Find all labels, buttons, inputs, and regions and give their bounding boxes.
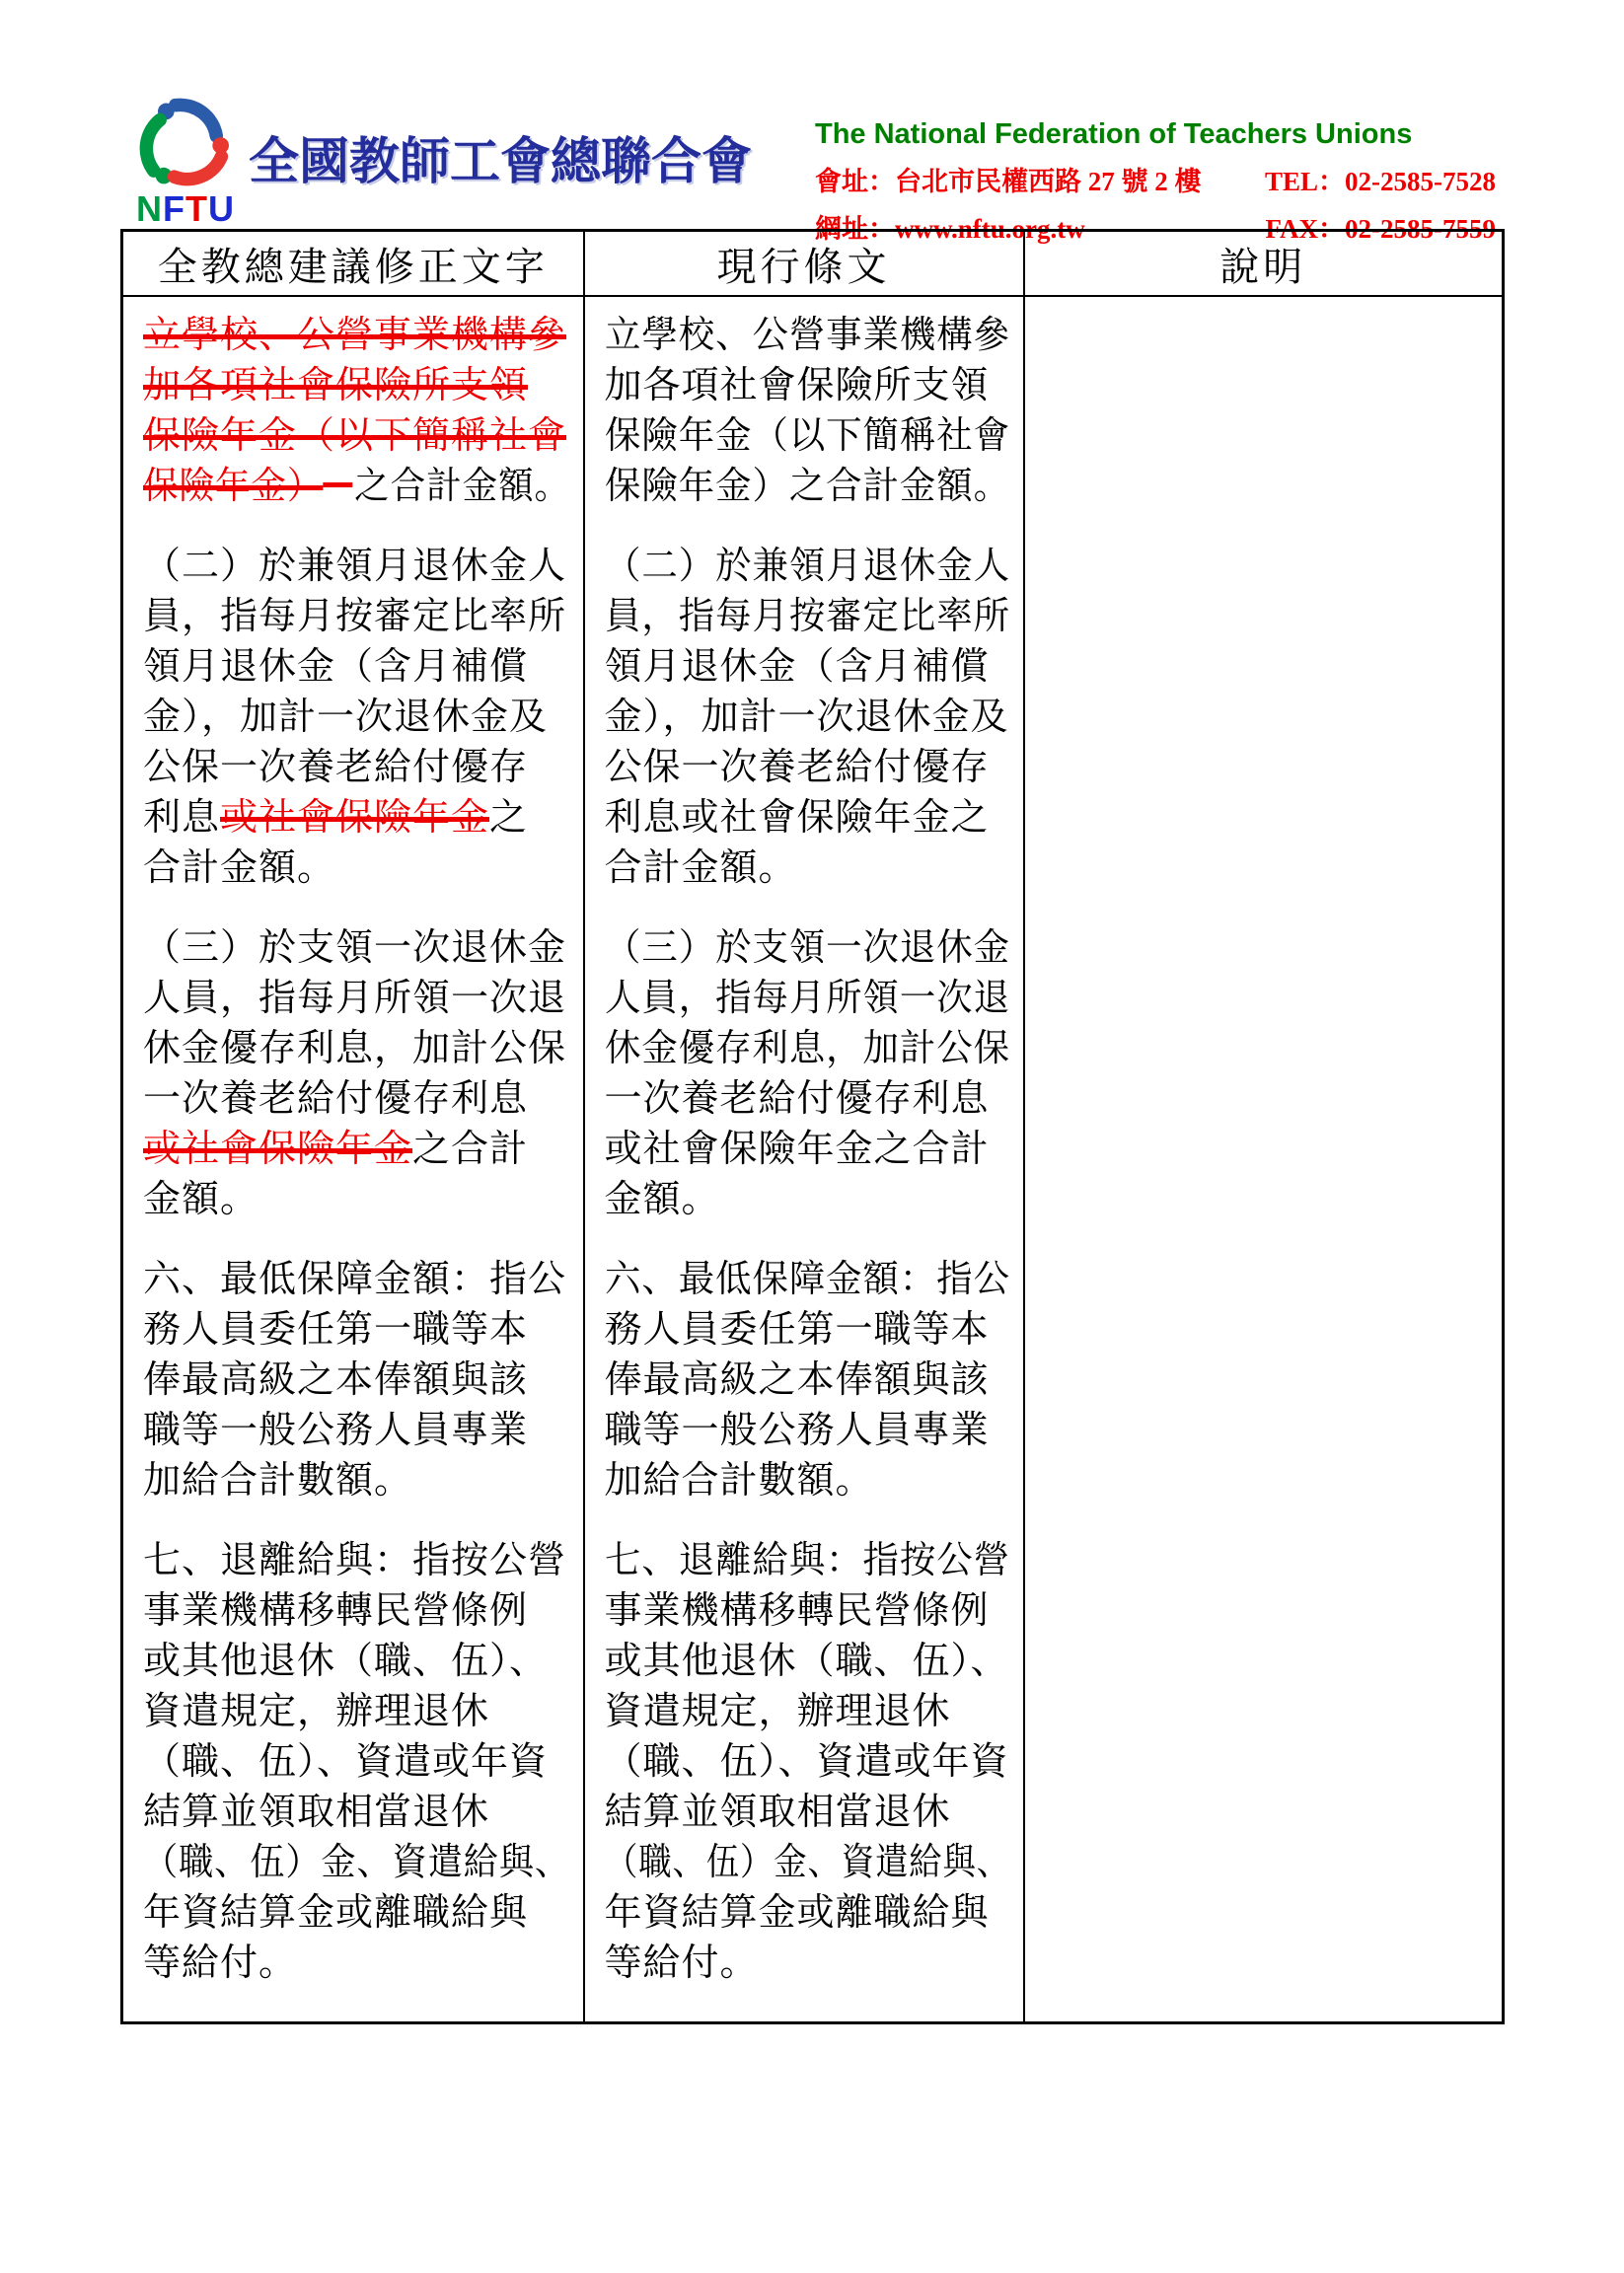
text-line: [605, 793, 1010, 843]
text-run: （職、伍）、資遣或年資: [143, 1741, 549, 1783]
text-run: 務人員委任第一職等本: [604, 1309, 990, 1351]
text-line: [143, 1024, 570, 1074]
text-line: [604, 592, 1010, 642]
text-run: 結算並領取相當退休: [143, 1792, 490, 1833]
current-provision-cell: [584, 296, 1024, 2023]
nftu-acronym: [136, 188, 245, 229]
text-line: [605, 361, 1010, 411]
text-line: [143, 1125, 570, 1175]
text-run: 金額。: [604, 1179, 720, 1220]
paragraph: [605, 923, 1010, 1225]
text-run: 資遣規定，辦理退休: [143, 1691, 490, 1732]
paragraph: [143, 311, 570, 512]
text-line: [605, 843, 1010, 894]
text-run: 一次養老給付優存利息: [143, 1078, 529, 1120]
text-line: [604, 1024, 1010, 1074]
text-line: [605, 1406, 1010, 1456]
text-run: 事業機構移轉民營條例: [604, 1590, 990, 1632]
text-line: [143, 1356, 570, 1406]
nftu-logo-mark-icon: [131, 89, 236, 191]
text-run: （二）於兼領月退休金人: [604, 546, 1010, 587]
text-line: [143, 1406, 570, 1456]
text-line: [143, 462, 571, 512]
text-run: 資遣規定，辦理退休: [604, 1691, 951, 1732]
column-header-explanation: 說明: [1024, 231, 1504, 297]
text-run: 金），加計一次退休金及: [604, 697, 1009, 738]
text-line: [143, 1305, 570, 1356]
fax-text: FAX：02-2585-7559: [1265, 214, 1496, 244]
text-run: 之: [489, 797, 529, 839]
text-line: [604, 974, 1010, 1024]
deleted-text-run: 保險年金）: [143, 466, 324, 507]
text-run: 保險年金）之合計金額。: [604, 466, 1010, 507]
text-line: [143, 1456, 570, 1506]
text-line: [143, 1637, 570, 1687]
text-run: 人員，指每月所領一次退: [143, 978, 567, 1019]
text-line: [143, 1074, 570, 1125]
org-name-en: The National Federation of Teachers Unions: [815, 118, 1413, 150]
text-run: （職、伍）、資遣或年資: [604, 1741, 1009, 1783]
text-run: 職等一般公務人員專業: [143, 1410, 529, 1451]
text-line: [143, 411, 570, 462]
text-run: 公保一次養老給付優存: [604, 747, 990, 788]
text-run: 領月退休金（含月補償: [604, 646, 990, 688]
text-line: [605, 642, 1010, 693]
deleted-text-run: 立學校、公營事業機構參: [143, 315, 567, 356]
text-line: [605, 1305, 1010, 1356]
text-run: 七、退離給與：指按公營: [604, 1540, 1010, 1581]
text-line: [143, 361, 570, 411]
org-name-zh: 全國教師工會總聯合會: [249, 135, 753, 190]
text-line: [143, 974, 570, 1024]
text-line: [143, 642, 570, 693]
text-run: 或社會保險年金之合計: [604, 1129, 990, 1170]
text-line: [605, 1125, 1010, 1175]
text-line: [605, 1356, 1010, 1406]
text-run: 之合計金額。: [354, 466, 571, 507]
deleted-text-run: 或社會保險年金: [220, 797, 490, 839]
text-line: [143, 1175, 570, 1225]
tel-text: TEL：02-2585-7528: [1264, 167, 1496, 196]
text-line: [143, 743, 570, 793]
table-body-row: [122, 296, 1504, 2023]
text-line: [604, 542, 1010, 592]
text-run: 金額。: [143, 1179, 259, 1220]
paragraph: [605, 1255, 1010, 1506]
text-line: [604, 411, 1010, 462]
text-run: 或其他退休（職、伍）、: [604, 1641, 1009, 1682]
text-line: [605, 1737, 1010, 1788]
header-contact-block: [815, 118, 1496, 246]
paragraph: [605, 311, 1010, 512]
text-run: 人員，指每月所領一次退: [604, 978, 1010, 1019]
acronym-letter: F: [163, 188, 185, 229]
text-run: 俸最高級之本俸額與該: [604, 1359, 990, 1401]
text-run: 之合計: [412, 1129, 529, 1170]
acronym-letter: N: [136, 188, 163, 229]
text-line: [143, 311, 570, 361]
text-line: [604, 311, 1010, 361]
paragraph: [143, 1255, 570, 1506]
column-header-proposed-text: 全教總建議修正文字: [122, 231, 584, 297]
text-line: [605, 1788, 1010, 1838]
text-line: [143, 1939, 570, 1989]
deleted-text-run: 加各項社會保險所支領: [143, 365, 529, 406]
text-run: 事業機構移轉民營條例: [143, 1590, 529, 1632]
text-line: [605, 1687, 1010, 1737]
strikethrough-extension: [323, 482, 352, 487]
text-run: （三）於支領一次退休金: [604, 927, 1010, 969]
text-run: 利息: [143, 797, 221, 839]
text-line: [604, 1838, 1010, 1888]
text-line: [143, 1586, 570, 1637]
deleted-text-run: 保險年金（以下簡稱社會: [143, 415, 567, 457]
text-line: [605, 1888, 1010, 1939]
explanation-cell: [1024, 296, 1504, 2023]
acronym-letter: U: [208, 188, 235, 229]
text-line: [143, 843, 570, 894]
text-run: 等給付。: [143, 1943, 298, 1984]
text-line: [143, 592, 570, 642]
text-line: [143, 1788, 570, 1838]
address-text: 會址：台北市民權西路 27 號 2 樓: [815, 167, 1202, 196]
text-run: （職、伍）金、資遣給與、: [143, 1842, 571, 1883]
text-run: 結算並領取相當退休: [604, 1792, 951, 1833]
text-line: [604, 1255, 1010, 1305]
text-line: [143, 1737, 570, 1788]
text-run: 公保一次養老給付優存: [143, 747, 529, 788]
comparison-table: [120, 229, 1505, 2024]
acronym-letter: T: [185, 188, 208, 229]
paragraph: [143, 1536, 570, 1989]
text-line: [604, 923, 1010, 974]
text-run: 休金優存利息，加計公保: [143, 1028, 567, 1069]
text-run: 休金優存利息，加計公保: [604, 1028, 1010, 1069]
text-run: 一次養老給付優存利息: [604, 1078, 990, 1120]
text-line: [143, 1888, 570, 1939]
text-line: [143, 793, 570, 843]
text-line: [605, 1074, 1010, 1125]
text-run: 年資結算金或離職給與: [143, 1892, 529, 1934]
text-run: 七、退離給與：指按公營: [143, 1540, 567, 1581]
paragraph: [143, 923, 570, 1225]
text-line: [143, 1536, 570, 1586]
text-run: 立學校、公營事業機構參: [604, 315, 1010, 356]
text-line: [143, 1255, 570, 1305]
text-run: 保險年金（以下簡稱社會: [604, 415, 1010, 457]
text-run: 員，指每月按審定比率所: [604, 596, 1010, 637]
text-run: 俸最高級之本俸額與該: [143, 1359, 529, 1401]
text-run: 合計金額。: [604, 847, 797, 889]
paragraph: [605, 1536, 1010, 1989]
text-line: [605, 693, 1010, 743]
text-run: （三）於支領一次退休金: [143, 927, 567, 969]
table-header-row: [122, 231, 1504, 297]
text-run: 職等一般公務人員專業: [604, 1410, 990, 1451]
text-line: [143, 1687, 570, 1737]
text-run: 務人員委任第一職等本: [143, 1309, 529, 1351]
text-line: [143, 1838, 571, 1888]
text-line: [605, 743, 1010, 793]
text-line: [605, 1637, 1010, 1687]
text-run: （二）於兼領月退休金人: [143, 546, 567, 587]
paragraph: [143, 542, 570, 894]
text-run: 合計金額。: [143, 847, 336, 889]
text-line: [143, 693, 570, 743]
text-run: 加給合計數額。: [143, 1460, 413, 1502]
text-line: [605, 1175, 1010, 1225]
text-run: 員，指每月按審定比率所: [143, 596, 567, 637]
text-run: 加各項社會保險所支領: [604, 365, 990, 406]
text-run: （職、伍）金、資遣給與、: [604, 1842, 1010, 1883]
text-line: [143, 923, 570, 974]
text-run: 金），加計一次退休金及: [143, 697, 549, 738]
text-line: [605, 1939, 1010, 1989]
paragraph: [605, 542, 1010, 894]
proposed-text-cell: [122, 296, 584, 2023]
text-line: [143, 542, 570, 592]
text-line: [604, 462, 1010, 512]
text-run: 加給合計數額。: [604, 1460, 874, 1502]
website-text: 網址：www.nftu.org.tw: [815, 214, 1085, 244]
contact-row-1: [815, 160, 1496, 198]
text-line: [604, 1536, 1010, 1586]
text-run: 或其他退休（職、伍）、: [143, 1641, 549, 1682]
text-run: 等給付。: [604, 1943, 759, 1984]
text-run: 六、最低保障金額：指公: [604, 1259, 1010, 1300]
column-header-current-provision: 現行條文: [584, 231, 1024, 297]
text-line: [605, 1456, 1010, 1506]
deleted-text-run: 或社會保險年金: [143, 1129, 413, 1170]
text-run: 領月退休金（含月補償: [143, 646, 529, 688]
text-run: 年資結算金或離職給與: [604, 1892, 990, 1934]
text-line: [605, 1586, 1010, 1637]
text-run: 六、最低保障金額：指公: [143, 1259, 567, 1300]
text-run: 利息或社會保險年金之: [604, 797, 990, 839]
